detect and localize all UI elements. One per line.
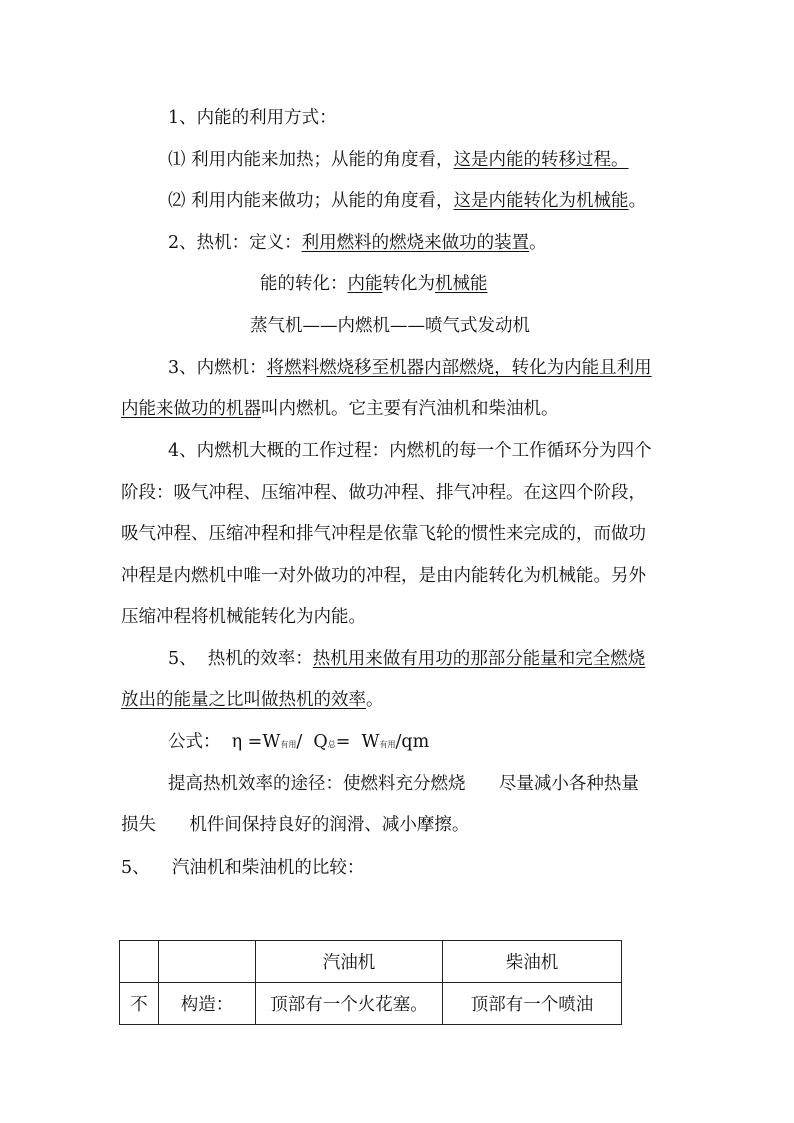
- item2-definition: [168, 231, 547, 255]
- item4-line: 冲程是内燃机中唯一对外做功的冲程，是由内能转化为机械能。另外: [121, 566, 646, 586]
- table-cell: 顶部有一个喷油: [443, 983, 622, 1025]
- item3-line2: [121, 397, 559, 421]
- item3-line1: [168, 356, 652, 380]
- item1-sub1: [168, 148, 629, 172]
- conv-prefix: 能的转化：: [260, 274, 348, 294]
- table-row: [120, 983, 622, 1025]
- efficiency-formula: [168, 730, 429, 757]
- item2-engine-chain: 蒸气机——内燃机——喷气式发动机: [250, 316, 530, 336]
- formula-sub-useful-2: 有用: [379, 740, 396, 749]
- item3-underlined-1: 将燃料燃烧移至机器内部燃烧，转化为内能且利用: [266, 358, 652, 378]
- item4-line: 压缩冲程将机械能转化为内能。: [121, 607, 366, 627]
- item2-suffix: 。: [529, 233, 547, 253]
- item5-suffix: 。: [366, 690, 384, 710]
- formula-sub-total: 总: [327, 740, 336, 749]
- item1-sub2-underlined: 这是内能转化为机械能: [453, 191, 629, 211]
- table-header-row: [120, 941, 622, 983]
- conv-mechanical-energy: 机械能: [435, 274, 488, 294]
- table-header-cell: [159, 941, 256, 983]
- table-header-cell: [120, 941, 159, 983]
- formula-d: /qm: [395, 732, 430, 752]
- table-cell: 顶部有一个火花塞。: [256, 983, 443, 1025]
- engine-comparison-table: [119, 940, 622, 1025]
- item3-prefix: 3、内燃机：: [168, 358, 267, 378]
- efficiency-ways-line1: 提高热机效率的途径：使燃料充分燃烧 尽量减小各种热量: [168, 774, 639, 794]
- item2-conversion: [260, 272, 488, 296]
- table-cell: 构造：: [159, 983, 256, 1025]
- item1-sub2-suffix: 。: [628, 191, 647, 211]
- efficiency-ways-line2: 损失 机件间保持良好的润滑、减小摩擦。: [121, 815, 470, 835]
- formula-c: = W: [335, 732, 380, 752]
- item5-underlined-1: 热机用来做有用功的那部分能量和完全燃烧: [312, 649, 646, 669]
- table-cell: 不: [120, 983, 159, 1025]
- item1-sub2-text: ⑵ 利用内能来做功；从能的角度看，: [168, 191, 454, 211]
- item1-sub1-underlined: 这是内能的转移过程。: [453, 150, 629, 170]
- conv-mid: 转化为: [382, 274, 435, 294]
- table-header-gasoline: 汽油机: [256, 941, 443, 983]
- item5-prefix: 5、 热机的效率：: [168, 649, 313, 669]
- conv-internal-energy: 内能: [347, 274, 383, 294]
- item6-title: 5、 汽油机和柴油机的比较：: [121, 858, 365, 878]
- item2-prefix: 2、热机：定义：: [168, 233, 302, 253]
- formula-sub-useful: 有用: [280, 740, 297, 749]
- item4-line: 4、内燃机大概的工作过程：内燃机的每一个工作循环分为四个: [168, 441, 652, 461]
- table-header-diesel: 柴油机: [443, 941, 622, 983]
- item3-suffix: 叫内燃机。它主要有汽油机和柴油机。: [261, 399, 559, 419]
- item2-underlined: 利用燃料的燃烧来做功的装置: [301, 233, 530, 253]
- item5-line2: [121, 688, 384, 712]
- item4-line: 吸气冲程、压缩冲程和排气冲程是依靠飞轮的惯性来完成的，而做功: [121, 524, 646, 544]
- formula-a: 公式： η =W: [168, 732, 281, 752]
- item1-title: 1、内能的利用方式：: [168, 108, 337, 128]
- item5-underlined-2: 放出的能量之比叫做热机的效率: [121, 690, 366, 710]
- item4-line: 阶段：吸气冲程、压缩冲程、做功冲程、排气冲程。在这四个阶段，: [121, 483, 646, 503]
- item3-underlined-2: 内能来做功的机器: [121, 399, 261, 419]
- item1-sub1-text: ⑴ 利用内能来加热；从能的角度看，: [168, 150, 454, 170]
- item5-line1: [168, 647, 645, 671]
- item1-sub2: [168, 189, 646, 213]
- formula-b: / Q: [296, 732, 328, 752]
